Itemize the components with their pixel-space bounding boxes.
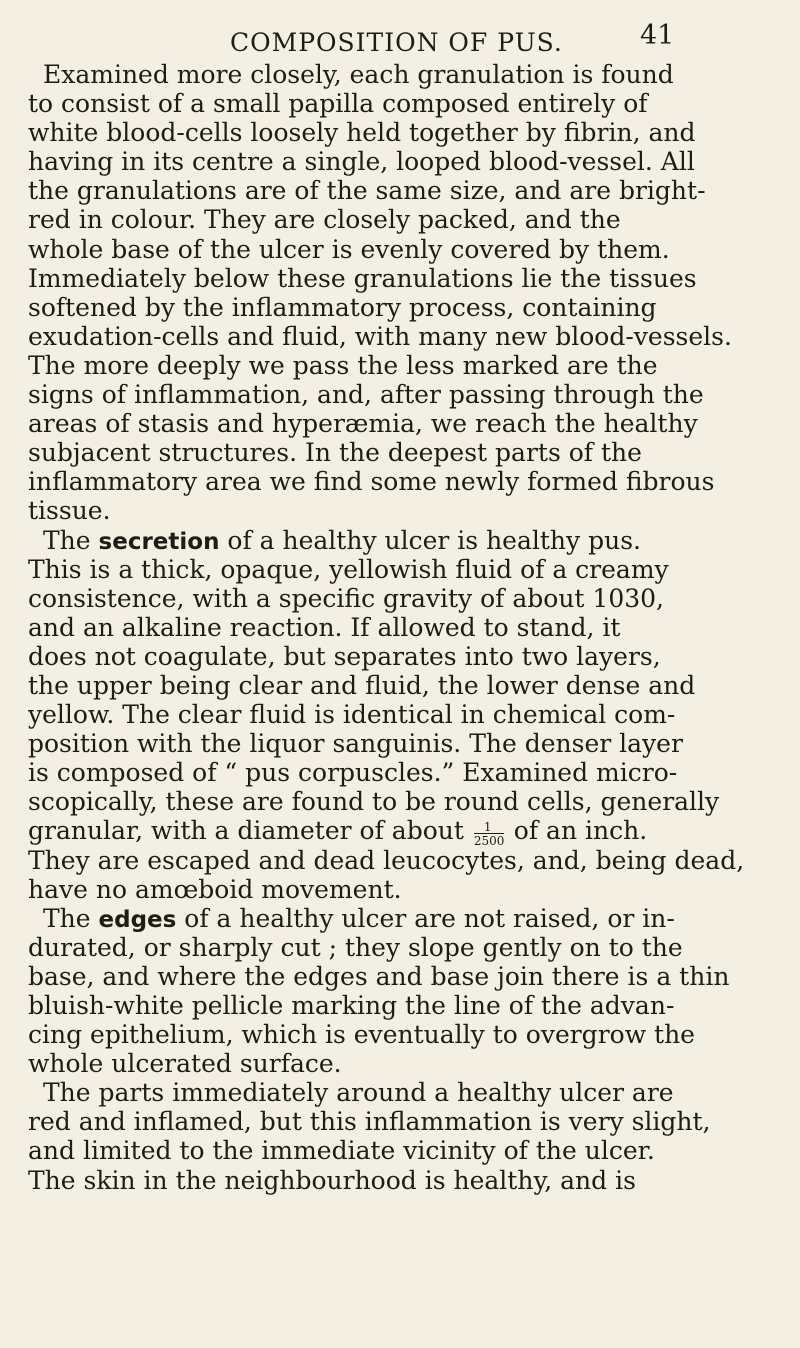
text-line: and limited to the immediate vicinity of the ulcer.: [28, 1136, 655, 1166]
line-text: granular, with a diameter of about: [28, 816, 472, 846]
fraction-denominator: 2500: [473, 833, 505, 846]
page-number: 41: [640, 20, 675, 51]
text-line: consistence, with a specific gravity of about 1030,: [28, 583, 664, 613]
text-line: areas of stasis and hyperæmia, we reach the healthy: [28, 409, 698, 439]
text-line: signs of inflammation, and, after passing through the: [28, 380, 704, 410]
text-line: base, and where the edges and base join there is a thin: [28, 961, 730, 991]
text-line: red and inflamed, but this inflammation is very slight,: [28, 1107, 711, 1137]
text-line: is composed of “ pus corpuscles.” Examined micro-: [28, 758, 678, 788]
running-title: COMPOSITION OF PUS.: [230, 28, 563, 57]
text-line: position with the liquor sanguinis. The denser layer: [28, 729, 683, 759]
fraction: [472, 819, 506, 846]
text-line: to consist of a small papilla composed entirely of: [28, 89, 648, 119]
text-line: does not coagulate, but separates into two layers,: [28, 641, 661, 671]
text-line: have no amœboid movement.: [28, 874, 402, 904]
text-line: [28, 816, 770, 845]
line-text: of an inch.: [505, 816, 648, 846]
text-line: cing epithelium, which is eventually to overgrow the: [28, 1020, 695, 1050]
text-line: Examined more closely, each granulation is found: [43, 60, 674, 89]
text-line: subjacent structures. In the deepest parts of the: [28, 438, 642, 468]
run-in-heading-edges: edges: [98, 906, 177, 933]
text-line: tissue.: [28, 496, 111, 526]
text-line: softened by the inflammatory process, containing: [28, 292, 657, 322]
line-text: The: [43, 525, 99, 555]
text-line: scopically, these are found to be round cells, generally: [28, 787, 720, 817]
text-line: exudation-cells and fluid, with many new blood-vessels.: [28, 321, 732, 351]
text-line: durated, or sharply cut ; they slope gently on to the: [28, 932, 683, 962]
text-line: The skin in the neighbourhood is healthy, and is: [28, 1165, 636, 1195]
body-text: [28, 60, 770, 1195]
text-line: The parts immediately around a healthy ulcer are: [43, 1078, 674, 1108]
text-line: white blood-cells loosely held together by fibrin, and: [28, 118, 696, 148]
text-line: [28, 526, 770, 555]
run-in-heading-secretion: secretion: [98, 528, 220, 555]
line-text: of a healthy ulcer are not raised, or in-: [176, 903, 675, 933]
text-line: the upper being clear and fluid, the lower dense and: [28, 670, 696, 700]
text-line: The more deeply we pass the less marked are the: [28, 350, 658, 380]
line-text: of a healthy ulcer is healthy pus.: [219, 525, 641, 555]
line-text: The: [43, 903, 99, 933]
running-head: [0, 6, 800, 57]
text-line: the granulations are of the same size, and are bright-: [28, 176, 706, 206]
fraction-numerator: 1: [483, 819, 492, 834]
text-line: and an alkaline reaction. If allowed to stand, it: [28, 612, 621, 642]
text-line: having in its centre a single, looped blood-vessel. All: [28, 147, 695, 177]
text-line: They are escaped and dead leucocytes, and, being dead,: [28, 845, 745, 875]
text-line: whole base of the ulcer is evenly covered by them.: [28, 234, 670, 264]
text-line: inflammatory area we find some newly formed fibrous: [28, 467, 715, 497]
text-line: whole ulcerated surface.: [28, 1049, 342, 1079]
text-line: Immediately below these granulations lie the tissues: [28, 263, 697, 293]
text-line: This is a thick, opaque, yellowish fluid of a creamy: [28, 554, 669, 584]
text-line: [28, 904, 770, 933]
text-line: bluish-white pellicle marking the line of the advan-: [28, 991, 675, 1020]
text-line: red in colour. They are closely packed, and the: [28, 205, 621, 235]
text-line: yellow. The clear fluid is identical in chemical com-: [28, 700, 676, 730]
